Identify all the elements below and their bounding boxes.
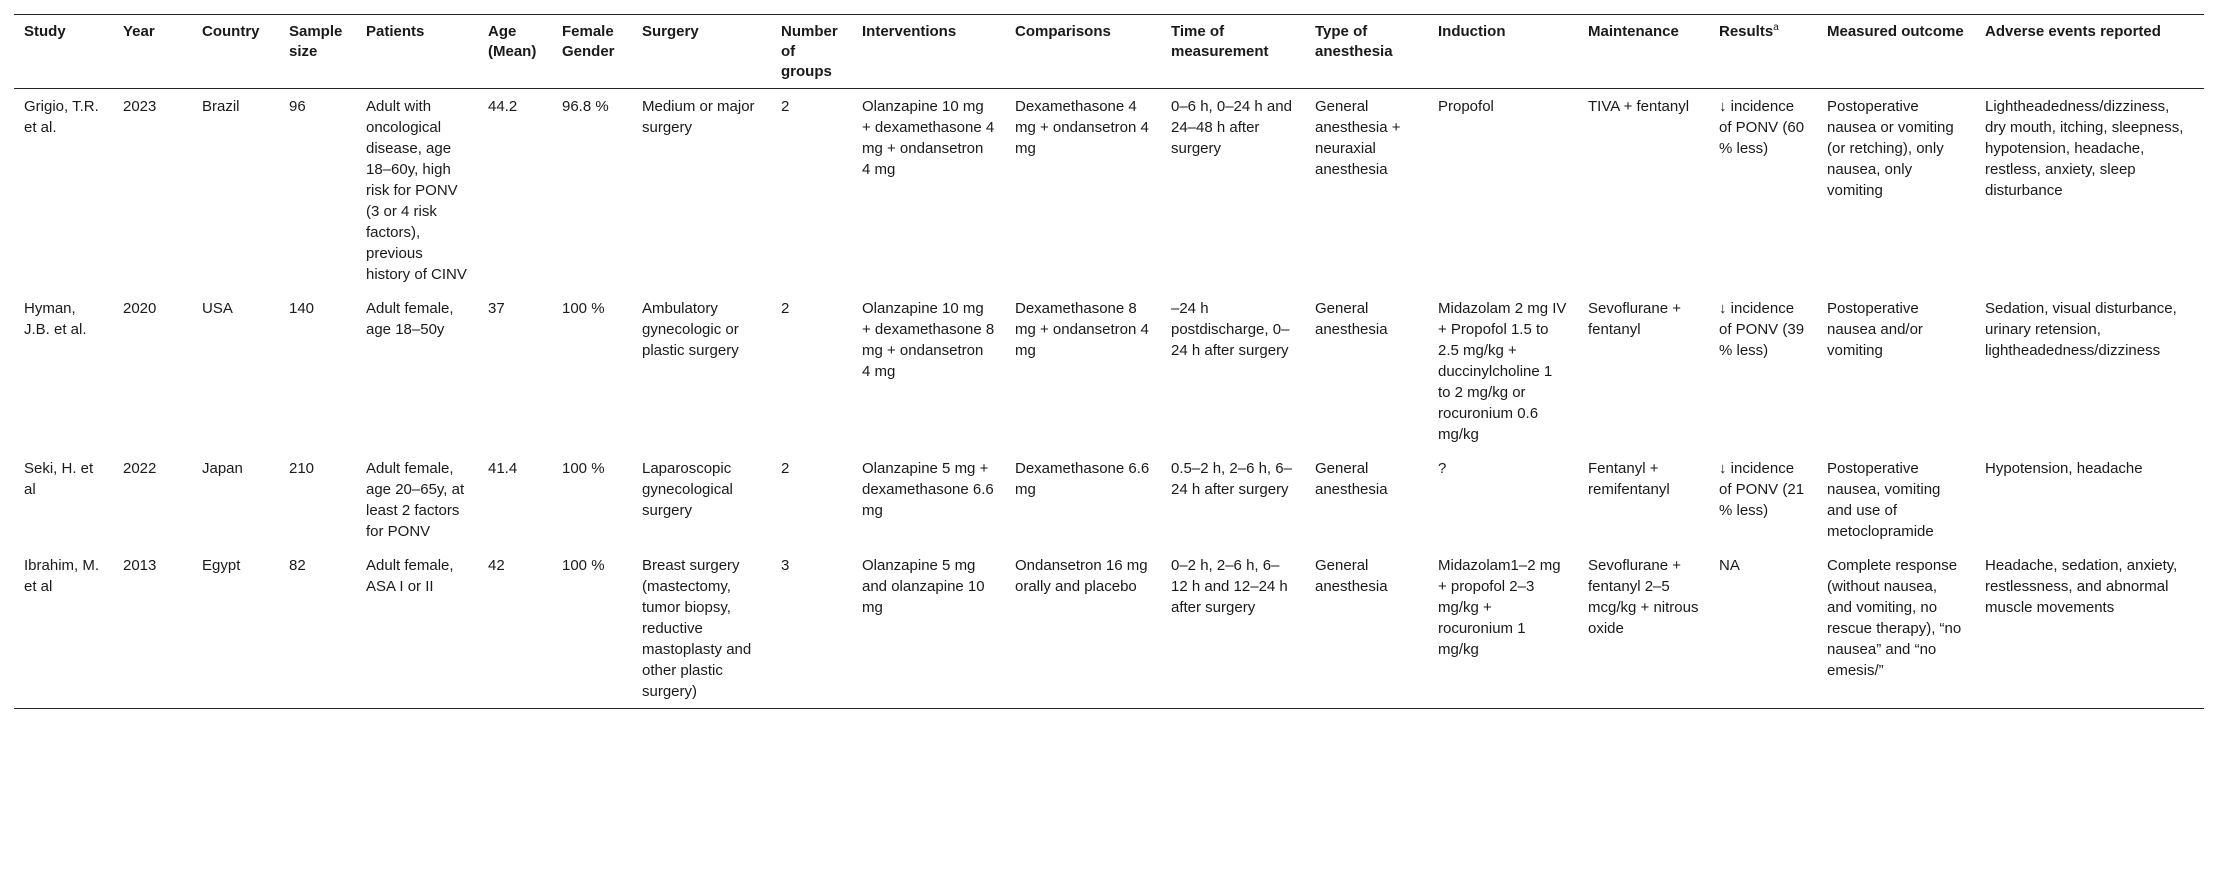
cell-female-gender: 100 % bbox=[562, 460, 605, 477]
cell-measured-outcome: Postoperative nausea or vomiting (or retching), only nausea, only vomiting bbox=[1827, 98, 1954, 199]
table-row bbox=[14, 451, 2204, 548]
col-header-year: Year bbox=[123, 23, 155, 40]
col-header-surgery: Surgery bbox=[642, 23, 699, 40]
cell-year: 2020 bbox=[123, 300, 157, 317]
cell-surgery: Laparoscopic gynecological surgery bbox=[642, 460, 733, 519]
cell-type-of-anesthesia: General anesthesia + neuraxial anesthesia bbox=[1315, 98, 1401, 178]
cell-study: Grigio, T.R. et al. bbox=[24, 98, 99, 136]
cell-country: USA bbox=[202, 300, 233, 317]
cell-age: 42 bbox=[488, 557, 505, 574]
cell-patients: Adult female, ASA I or II bbox=[366, 557, 454, 595]
col-header-type-of-anesthesia: Type of anesthesia bbox=[1315, 23, 1393, 60]
cell-measured-outcome: Complete response (without nausea, and vomiting, no rescue therapy), “no nausea” and “no emesis/” bbox=[1827, 557, 1962, 679]
cell-interventions: Olanzapine 10 mg + dexamethasone 4 mg + ondansetron 4 mg bbox=[862, 98, 995, 178]
cell-surgery: Ambulatory gynecologic or plastic surgery bbox=[642, 300, 739, 359]
cell-induction: Propofol bbox=[1438, 98, 1494, 115]
col-header-time-of-measurement: Time of measurement bbox=[1171, 23, 1269, 60]
cell-number-of-groups: 2 bbox=[781, 98, 790, 115]
col-header-induction: Induction bbox=[1438, 23, 1506, 40]
cell-interventions: Olanzapine 5 mg and olanzapine 10 mg bbox=[862, 557, 985, 616]
cell-study: Hyman, J.B. et al. bbox=[24, 300, 87, 338]
cell-surgery: Breast surgery (mastectomy, tumor biopsy, reductive mastoplasty and other plastic surgery) bbox=[642, 557, 752, 700]
cell-year: 2023 bbox=[123, 98, 157, 115]
cell-interventions: Olanzapine 10 mg + dexamethasone 8 mg + ondansetron 4 mg bbox=[862, 300, 995, 380]
cell-country: Egypt bbox=[202, 557, 241, 574]
cell-patients: Adult with oncological disease, age 18–60y, high risk for PONV (3 or 4 risk factors), previous history of CINV bbox=[366, 98, 467, 283]
cell-sample-size: 82 bbox=[289, 557, 306, 574]
cell-induction: ? bbox=[1438, 460, 1447, 477]
col-header-results: Results$^a$ bbox=[1719, 22, 1779, 40]
cell-time-of-measurement: –24 h postdischarge, 0–24 h after surgery bbox=[1171, 300, 1290, 359]
cell-female-gender: 100 % bbox=[562, 300, 605, 317]
cell-type-of-anesthesia: General anesthesia bbox=[1315, 557, 1388, 595]
cell-surgery: Medium or major surgery bbox=[642, 98, 755, 136]
cell-results: NA bbox=[1719, 557, 1740, 574]
col-header-study: Study bbox=[24, 23, 66, 40]
cell-year: 2022 bbox=[123, 460, 157, 477]
cell-measured-outcome: Postoperative nausea, vomiting and use of metoclopramide bbox=[1827, 460, 1941, 540]
cell-study: Seki, H. et al bbox=[24, 460, 94, 498]
cell-maintenance: Sevoflurane + fentanyl bbox=[1588, 300, 1681, 338]
cell-time-of-measurement: 0–6 h, 0–24 h and 24–48 h after surgery bbox=[1171, 98, 1292, 157]
cell-induction: Midazolam 2 mg IV + Propofol 1.5 to 2.5 mg/kg + duccinylcholine 1 to 2 mg/kg or rocuronium 0.6 mg/kg bbox=[1438, 300, 1567, 443]
cell-type-of-anesthesia: General anesthesia bbox=[1315, 460, 1388, 498]
cell-time-of-measurement: 0–2 h, 2–6 h, 6–12 h and 12–24 h after surgery bbox=[1171, 557, 1288, 616]
results-footnote-marker: a bbox=[1773, 22, 1779, 33]
cell-measured-outcome: Postoperative nausea and/or vomiting bbox=[1827, 300, 1923, 359]
col-header-female-gender: Female Gender bbox=[562, 23, 615, 60]
header-row bbox=[14, 15, 2204, 89]
cell-comparisons: Dexamethasone 6.6 mg bbox=[1015, 460, 1150, 498]
cell-study: Ibrahim, M. et al bbox=[24, 557, 100, 595]
col-header-comparisons: Comparisons bbox=[1015, 23, 1111, 40]
cell-results: ↓ incidence of PONV (60 % less) bbox=[1719, 98, 1805, 157]
col-header-adverse-events: Adverse events reported bbox=[1985, 23, 2161, 40]
col-header-age: Age (Mean) bbox=[488, 23, 537, 60]
cell-maintenance: TIVA + fentanyl bbox=[1588, 98, 1690, 115]
cell-country: Brazil bbox=[202, 98, 240, 115]
cell-number-of-groups: 2 bbox=[781, 300, 790, 317]
cell-interventions: Olanzapine 5 mg + dexamethasone 6.6 mg bbox=[862, 460, 994, 519]
cell-maintenance: Sevoflurane + fentanyl 2–5 mcg/kg + nitrous oxide bbox=[1588, 557, 1699, 637]
cell-comparisons: Dexamethasone 4 mg + ondansetron 4 mg bbox=[1015, 98, 1149, 157]
cell-age: 37 bbox=[488, 300, 505, 317]
table-row bbox=[14, 548, 2204, 709]
col-header-maintenance: Maintenance bbox=[1588, 23, 1679, 40]
cell-results: ↓ incidence of PONV (39 % less) bbox=[1719, 300, 1805, 359]
cell-number-of-groups: 3 bbox=[781, 557, 790, 574]
cell-country: Japan bbox=[202, 460, 243, 477]
cell-year: 2013 bbox=[123, 557, 157, 574]
col-header-measured-outcome: Measured outcome bbox=[1827, 23, 1964, 40]
cell-adverse-events: Sedation, visual disturbance, urinary retension, lightheadedness/dizziness bbox=[1985, 300, 2177, 359]
cell-type-of-anesthesia: General anesthesia bbox=[1315, 300, 1388, 338]
col-header-number-of-groups: Number of groups bbox=[781, 23, 838, 80]
cell-adverse-events: Lightheadedness/dizziness, dry mouth, itching, sleepness, hypotension, headache, restless, anxiety, sleep disturbance bbox=[1985, 98, 2184, 199]
col-header-patients: Patients bbox=[366, 23, 425, 40]
cell-sample-size: 140 bbox=[289, 300, 315, 317]
cell-female-gender: 96.8 % bbox=[562, 98, 609, 115]
col-header-sample-size: Sample size bbox=[289, 23, 343, 60]
col-header-country: Country bbox=[202, 23, 260, 40]
cell-sample-size: 210 bbox=[289, 460, 315, 477]
table-row bbox=[14, 89, 2204, 292]
studies-table bbox=[14, 14, 2204, 709]
cell-results: ↓ incidence of PONV (21 % less) bbox=[1719, 460, 1805, 519]
table-row bbox=[14, 291, 2204, 451]
cell-number-of-groups: 2 bbox=[781, 460, 790, 477]
cell-age: 44.2 bbox=[488, 98, 518, 115]
cell-adverse-events: Headache, sedation, anxiety, restlessness, and abnormal muscle movements bbox=[1985, 557, 2178, 616]
table-container bbox=[14, 14, 2204, 709]
cell-induction: Midazolam1–2 mg + propofol 2–3 mg/kg + rocuronium 1 mg/kg bbox=[1438, 557, 1561, 658]
cell-sample-size: 96 bbox=[289, 98, 306, 115]
cell-time-of-measurement: 0.5–2 h, 2–6 h, 6–24 h after surgery bbox=[1171, 460, 1292, 498]
col-header-interventions: Interventions bbox=[862, 23, 957, 40]
cell-adverse-events: Hypotension, headache bbox=[1985, 460, 2143, 477]
cell-comparisons: Dexamethasone 8 mg + ondansetron 4 mg bbox=[1015, 300, 1149, 359]
cell-patients: Adult female, age 20–65y, at least 2 factors for PONV bbox=[366, 460, 465, 540]
cell-maintenance: Fentanyl + remifentanyl bbox=[1588, 460, 1670, 498]
cell-comparisons: Ondansetron 16 mg orally and placebo bbox=[1015, 557, 1148, 595]
cell-age: 41.4 bbox=[488, 460, 518, 477]
cell-female-gender: 100 % bbox=[562, 557, 605, 574]
cell-patients: Adult female, age 18–50y bbox=[366, 300, 454, 338]
